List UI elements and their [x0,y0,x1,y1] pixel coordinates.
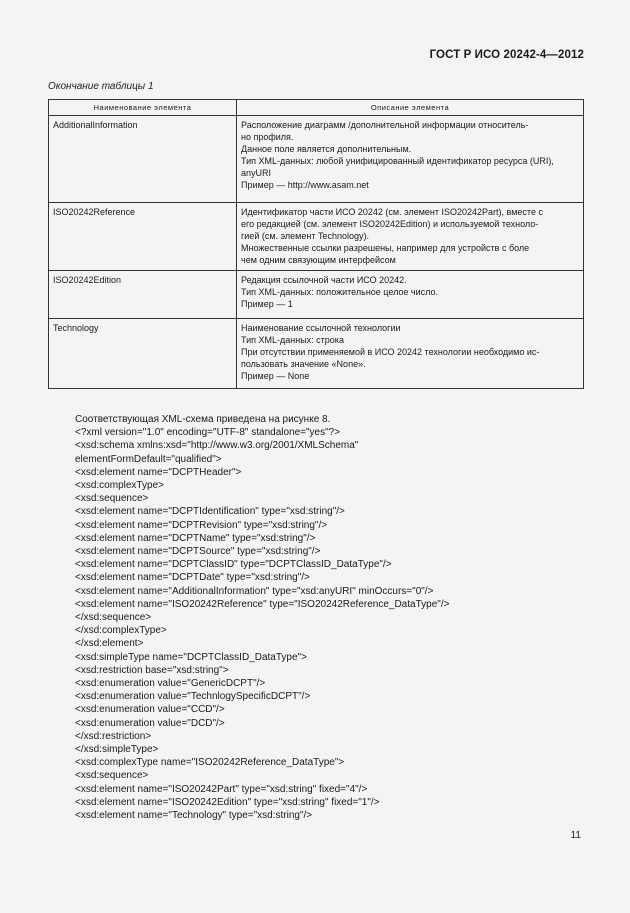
xml-line: <xsd:element name="ISO20242Edition" type="xsd:string" fixed="1"/> [75,796,380,808]
page-number: 11 [570,830,581,841]
description-line: Редакция ссылочной части ИСО 20242. [241,275,407,285]
xml-line: <xsd:schema xmlns:xsd="http://www.w3.org/2001/XMLSchema" [75,440,359,452]
column-header-description: Описание элемента [237,100,584,116]
description-line: чем одним связующим интерфейсом [241,255,396,265]
xml-line: <xsd:enumeration value="DCD"/> [75,717,225,729]
xml-line: <xsd:element name="ISO20242Reference" type="ISO20242Reference_DataType"/> [75,598,450,610]
xml-line: </xsd:complexType> [75,625,167,637]
description-line: Наименование ссылочной технологии [241,323,401,333]
description-line: гией (см. элемент Technology). [241,231,369,241]
xml-line: <xsd:element name="Technology" type="xsd:string"/> [75,810,313,822]
xml-line: <xsd:element name="DCPTHeader"> [75,466,242,478]
description-line: пользовать значение «None». [241,359,366,369]
xml-line: </xsd:simpleType> [75,744,159,756]
table-row [49,116,584,203]
xml-line: <xsd:element name="DCPTRevision" type="xsd:string"/> [75,519,328,531]
description-line: Расположение диаграмм /дополнительной информации относитель- [241,120,529,130]
description-line: anyURI [241,168,272,178]
description-line: его редакцией (см. элемент ISO20242Edition) и используемой техноло- [241,219,539,229]
description-line: Пример — 1 [241,299,293,309]
xml-line: <xsd:element name="DCPTDate" type="xsd:string"/> [75,572,310,584]
element-name-cell: Technology [49,319,237,389]
xml-line: <xsd:element name="DCPTName" type="xsd:string"/> [75,532,316,544]
xml-line: <xsd:element name="DCPTSource" type="xsd:string"/> [75,546,321,558]
xml-line: <xsd:restriction base="xsd:string"> [75,664,229,676]
xml-line: <?xml version="1.0" encoding="UTF-8" standalone="yes"?> [75,427,341,439]
description-line: Тип XML-данных: положительное целое число. [241,287,439,297]
xml-line: <xsd:element name="ISO20242Part" type="xsd:string" fixed="4"/> [75,783,368,795]
column-header-name: Наименование элемента [49,100,237,116]
xml-line: <xsd:complexType name="ISO20242Reference_DataType"> [75,757,345,769]
element-description-cell [237,116,584,203]
description-line: Тип XML-данных: любой унифицированный идентификатор ресурса (URI), [241,156,554,166]
standard-header: ГОСТ Р ИСО 20242-4—2012 [429,49,584,61]
xml-line: </xsd:sequence> [75,612,152,624]
xml-line: <xsd:enumeration value="CCD"/> [75,704,225,716]
element-description-cell [237,203,584,271]
description-line: Тип XML-данных: строка [241,335,344,345]
element-name-cell: AdditionalInformation [49,116,237,203]
xml-line: <xsd:enumeration value="TechnlogySpecificDCPT"/> [75,691,311,703]
xml-line: <xsd:sequence> [75,770,149,782]
xml-line: </xsd:restriction> [75,730,152,742]
xml-line: <xsd:complexType> [75,480,164,492]
table-caption: Окончание таблицы 1 [48,81,154,92]
xml-schema-listing [75,413,575,822]
element-description-cell [237,271,584,319]
table-row [49,271,584,319]
element-name-cell: ISO20242Edition [49,271,237,319]
xml-line: <xsd:sequence> [75,493,149,505]
table-row [49,203,584,271]
description-line: Идентификатор части ИСО 20242 (см. элемент ISO20242Part), вместе с [241,207,543,217]
description-line: Данное поле является дополнительным. [241,144,412,154]
xml-line: <xsd:element name="DCPTIdentification" type="xsd:string"/> [75,506,345,518]
element-name-cell: ISO20242Reference [49,203,237,271]
xml-line: elementFormDefault="qualified"> [75,453,222,465]
xml-line: </xsd:element> [75,638,144,650]
description-line: Множественные ссылки разрешены, например для устройств с боле [241,243,530,253]
description-line: Пример — http://www.asam.net [241,180,369,190]
intro-text: Соответствующая XML-схема приведена на рисунке 8. [75,414,331,425]
xml-line: <xsd:element name="AdditionalInformation" type="xsd:anyURI" minOccurs="0"/> [75,585,434,597]
table-header-row [49,100,584,116]
xml-line: <xsd:element name="DCPTClassID" type="DCPTClassID_DataType"/> [75,559,392,571]
description-line: Пример — None [241,371,310,381]
description-line: но профиля. [241,132,294,142]
element-table [48,99,584,389]
xml-line: <xsd:enumeration value="GenericDCPT"/> [75,678,266,690]
element-description-cell [237,319,584,389]
table-row [49,319,584,389]
description-line: При отсутствии применяемой в ИСО 20242 технологии необходимо ис- [241,347,540,357]
xml-line: <xsd:simpleType name="DCPTClassID_DataType"> [75,651,307,663]
